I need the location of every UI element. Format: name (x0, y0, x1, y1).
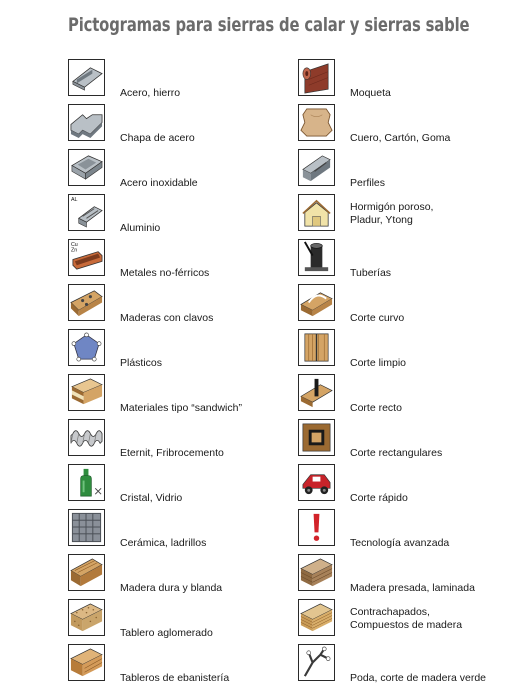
pictogram-item (298, 464, 518, 509)
pictogram-label: Madera presada, laminada (350, 582, 475, 594)
carpet-roll-icon (298, 59, 335, 96)
pruning-branches-icon (298, 644, 335, 681)
corrugated-sheet-icon (68, 419, 105, 456)
pictogram-label: Poda, corte de madera verde (350, 672, 486, 684)
pictogram-label: Moqueta (350, 87, 391, 99)
pictogram-item (68, 509, 288, 554)
ceramic-tiles-icon (68, 509, 105, 546)
pictogram-label: Corte rectangulares (350, 447, 443, 459)
blockboard-icon (68, 644, 105, 681)
svg-text:AL: AL (70, 196, 78, 203)
pictogram-label: Acero inoxidable (120, 177, 198, 189)
pictogram-label: Corte recto (350, 402, 402, 414)
pictogram-label: Contrachapados, Compuestos de madera (350, 605, 463, 631)
pictogram-item (298, 419, 518, 464)
race-car-icon (298, 464, 335, 501)
hard-soft-wood-icon (68, 554, 105, 591)
nailed-wood-icon (68, 284, 105, 321)
profiles-icon (298, 149, 335, 186)
pictogram-item (298, 194, 518, 239)
chipboard-icon (68, 599, 105, 636)
pictogram-item (68, 599, 288, 644)
pictogram-label: Tuberías (350, 267, 392, 279)
pictogram-label: Materiales tipo “sandwich” (120, 402, 242, 414)
pictogram-item (298, 284, 518, 329)
glass-bottle-icon (68, 464, 105, 501)
pictogram-label: Maderas con clavos (120, 312, 214, 324)
rectangular-cut-icon (298, 419, 335, 456)
aerated-concrete-icon (298, 194, 335, 231)
pictogram-label: Chapa de acero (120, 132, 195, 144)
clean-cut-icon (298, 329, 335, 366)
pressed-wood-icon (298, 554, 335, 591)
aluminium-profile-icon (68, 194, 105, 231)
pictogram-item (68, 554, 288, 599)
pictogram-item (68, 239, 288, 284)
exclamation-icon (298, 509, 335, 546)
steel-beam-icon (68, 59, 105, 96)
pictogram-item (298, 329, 518, 374)
left-column (68, 59, 288, 689)
pictogram-label: Tecnología avanzada (350, 537, 450, 549)
pictogram-label: Aluminio (120, 222, 161, 234)
straight-cut-icon (298, 374, 335, 411)
pictogram-label: Eternit, Fribrocemento (120, 447, 224, 459)
steel-sheet-icon (68, 104, 105, 141)
gutter-icon (68, 239, 105, 276)
pictogram-item (298, 59, 518, 104)
pictogram-label: Corte curvo (350, 312, 405, 324)
pictogram-label: Tableros de ebanistería (120, 672, 230, 684)
pictogram-label: Madera dura y blanda (120, 582, 223, 594)
pictogram-label: Cristal, Vidrio (120, 492, 183, 504)
pictogram-label: Corte limpio (350, 357, 407, 369)
pictogram-item (68, 284, 288, 329)
pictogram-item (68, 149, 288, 194)
pictogram-label: Hormigón poroso, Pladur, Ytong (350, 200, 434, 226)
pictogram-label: Cuero, Cartón, Goma (350, 132, 451, 144)
pictogram-item (68, 194, 288, 239)
pictogram-label: Plásticos (120, 357, 163, 369)
pipe-icon (298, 239, 335, 276)
pictogram-item (68, 464, 288, 509)
pictogram-item (298, 554, 518, 599)
pictogram-label: Tablero aglomerado (120, 627, 213, 639)
pictogram-item (68, 419, 288, 464)
pictogram-label: Corte rápido (350, 492, 408, 504)
pictogram-item (68, 59, 288, 104)
pictogram-item (68, 104, 288, 149)
pictogram-item (68, 644, 288, 689)
pictogram-item (298, 149, 518, 194)
svg-text:Zn: Zn (70, 247, 78, 254)
plywood-icon (298, 599, 335, 636)
curved-cut-icon (298, 284, 335, 321)
pictogram-item (298, 104, 518, 149)
pictogram-item (68, 329, 288, 374)
right-column (298, 59, 518, 689)
page-title: Pictogramas para sierras de calar y sierras sable (68, 14, 470, 36)
sandwich-panel-icon (68, 374, 105, 411)
pictogram-item (298, 644, 518, 689)
leather-hide-icon (298, 104, 335, 141)
pictogram-item (68, 374, 288, 419)
pictogram-label: Cerámica, ladrillos (120, 537, 207, 549)
pictogram-item (298, 599, 518, 644)
pictogram-item (298, 509, 518, 554)
pictogram-label: Perfiles (350, 177, 386, 189)
pictogram-label: Metales no-férricos (120, 267, 210, 279)
plastic-pentagon-icon (68, 329, 105, 366)
pictogram-item (298, 239, 518, 284)
pictogram-item (298, 374, 518, 419)
pictogram-label: Acero, hierro (120, 87, 181, 99)
svg-text:Cu: Cu (70, 241, 78, 248)
stainless-sink-icon (68, 149, 105, 186)
